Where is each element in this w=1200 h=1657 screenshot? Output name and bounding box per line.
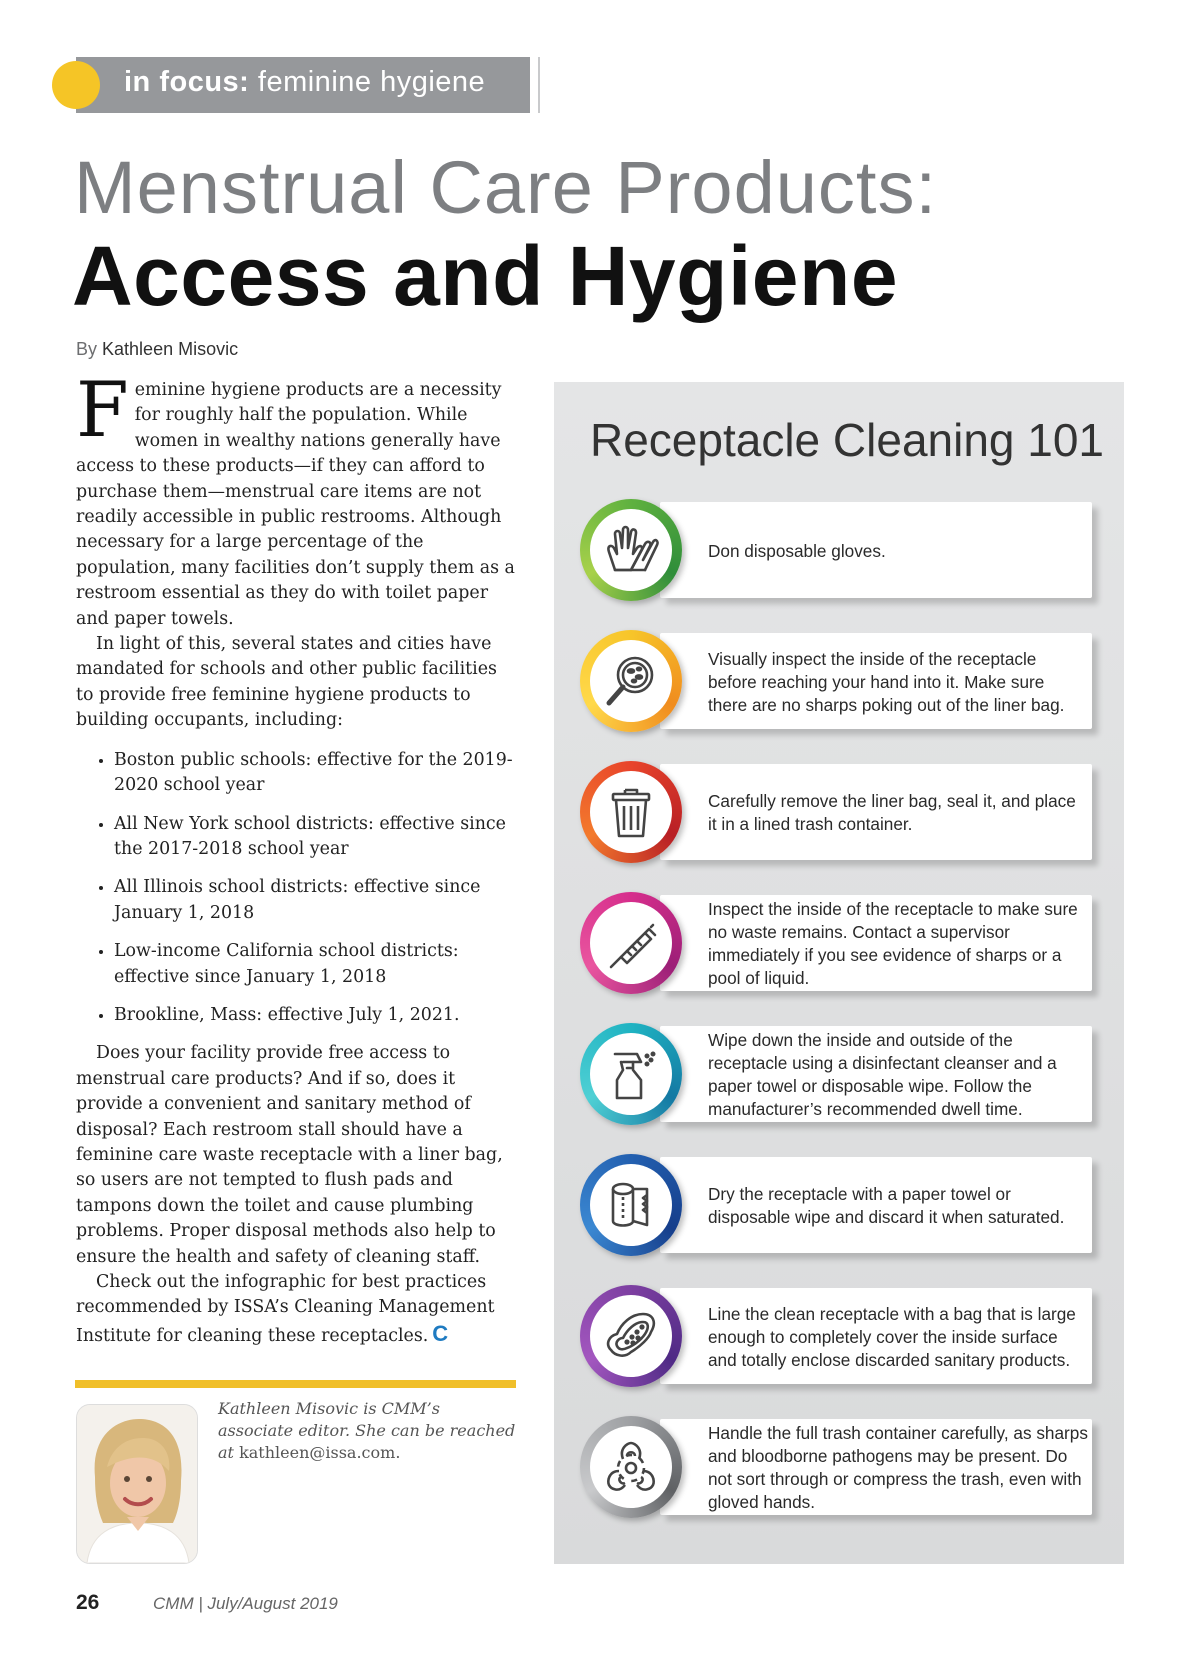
article-body	[76, 365, 516, 1349]
step-icon-ring	[580, 761, 682, 863]
byline	[76, 339, 238, 360]
gloves-icon	[601, 520, 661, 580]
list-item: • All Illinois school districts: effective since January 1, 2018	[114, 875, 516, 926]
mandate-list	[76, 748, 516, 1029]
author-portrait-icon	[77, 1405, 197, 1563]
author-email: kathleen@issa.com.	[239, 1443, 401, 1462]
step-text: Don disposable gloves.	[708, 540, 886, 561]
issue-label: CMM | July/August 2019	[153, 1594, 338, 1613]
paragraph-1	[76, 365, 516, 632]
step-icon-ring	[580, 1154, 682, 1256]
infographic-step-3	[580, 761, 1100, 866]
headline-line-2: Access and Hygiene	[72, 229, 899, 323]
section-tag-divider	[538, 57, 540, 113]
spray-bottle-icon	[601, 1044, 661, 1104]
step-icon-ring	[580, 499, 682, 601]
list-item: • Low-income California school districts: effective since January 1, 2018	[114, 939, 516, 990]
paragraph-4	[76, 1270, 516, 1349]
step-text: Handle the full trash container carefully, as sharps and bloodborne pathogens may be present. Do not sort through or compress the trash, even with gloved hands.	[708, 1423, 1088, 1512]
infographic-step-5	[580, 1023, 1100, 1128]
byline-prefix: By	[76, 339, 98, 359]
step-text: Inspect the inside of the receptacle to make sure no waste remains. Contact a supervisor immediately if you see evidence of sharps or a pool of liquid.	[708, 899, 1078, 988]
infographic-title: Receptacle Cleaning 101	[590, 414, 1105, 466]
section-tag	[124, 66, 485, 99]
author-bio	[218, 1398, 518, 1464]
section-tag-topic: feminine hygiene	[249, 66, 486, 98]
paragraph-1-text: eminine hygiene products are a necessity for roughly half the population. While women in wealthy nations generally have access to these products—if they can afford to purchase them—menstrual care items are not readily accessible in public restrooms. Although necessary for a large percentage of the population, many facilities don’t supply them as a restroom essential as they do with toilet paper and paper towels.	[76, 380, 515, 629]
drop-cap: F	[76, 365, 129, 454]
end-mark-icon: C	[432, 1320, 449, 1346]
paragraph-2: In light of this, several states and cities have mandated for schools and other public facilities to provide free feminine hygiene products to building occupants, including:	[76, 634, 497, 731]
paper-towel-icon	[601, 1175, 661, 1235]
page-number: 26	[76, 1591, 100, 1614]
infographic-step-6	[580, 1154, 1100, 1259]
paragraph-4-text: Check out the infographic for best practices recommended by ISSA’s Cleaning Management Institute for cleaning these receptacles.	[76, 1272, 495, 1346]
section-tag-bold: in focus:	[124, 66, 250, 98]
author-photo	[76, 1404, 198, 1564]
step-text: Carefully remove the liner bag, seal it, and place it in a lined trash container.	[708, 791, 1076, 834]
infographic-step-4	[580, 892, 1100, 997]
sanitary-pad-icon	[601, 1306, 661, 1366]
author-bio-text: Kathleen Misovic is CMM’s associate editor. She can be reached at	[218, 1399, 516, 1462]
step-icon-ring	[580, 1023, 682, 1125]
step-icon-ring	[580, 892, 682, 994]
step-text: Dry the receptacle with a paper towel or disposable wipe and discard it when saturated.	[708, 1184, 1065, 1227]
step-icon-ring	[580, 1285, 682, 1387]
step-icon-ring	[580, 630, 682, 732]
headline-line-1: Menstrual Care Products:	[74, 146, 938, 229]
infographic-step-1	[580, 499, 1100, 604]
magnifier-icon	[601, 651, 661, 711]
infographic-step-8	[580, 1416, 1100, 1521]
infographic-step-2	[580, 630, 1100, 735]
syringe-icon	[601, 913, 661, 973]
biohazard-icon	[601, 1437, 661, 1497]
step-icon-ring	[580, 1416, 682, 1518]
list-item: • Brookline, Mass: effective July 1, 2021.	[114, 1003, 516, 1028]
step-text: Wipe down the inside and outside of the receptacle using a disinfectant cleanser and a paper towel or disposable wipe. Follow the manufacturer’s recommended dwell time.	[708, 1030, 1057, 1119]
step-text: Visually inspect the inside of the receptacle before reaching your hand into it. Make sure there are no sharps poking out of the liner bag.	[708, 648, 1065, 715]
trash-can-icon	[601, 782, 661, 842]
author-divider	[75, 1380, 516, 1388]
infographic-step-7	[580, 1285, 1100, 1390]
byline-author: Kathleen Misovic	[102, 339, 239, 359]
list-item: • Boston public schools: effective for the 2019-2020 school year	[114, 748, 516, 799]
paragraph-3: Does your facility provide free access to menstrual care products? And if so, does it provide a convenient and sanitary method of disposal? Each restroom stall should have a feminine care waste receptacle with a liner bag, so users are not tempted to flush pads and tampons down the toilet and cause plumbing problems. Proper disposal methods also help to ensure the health and safety of cleaning staff.	[76, 1043, 503, 1267]
section-tag-dot	[52, 61, 100, 109]
list-item: • All New York school districts: effective since the 2017-2018 school year	[114, 812, 516, 863]
step-text: Line the clean receptacle with a bag that is large enough to completely cover the inside surface and totally enclose discarded sanitary products.	[708, 1303, 1076, 1370]
